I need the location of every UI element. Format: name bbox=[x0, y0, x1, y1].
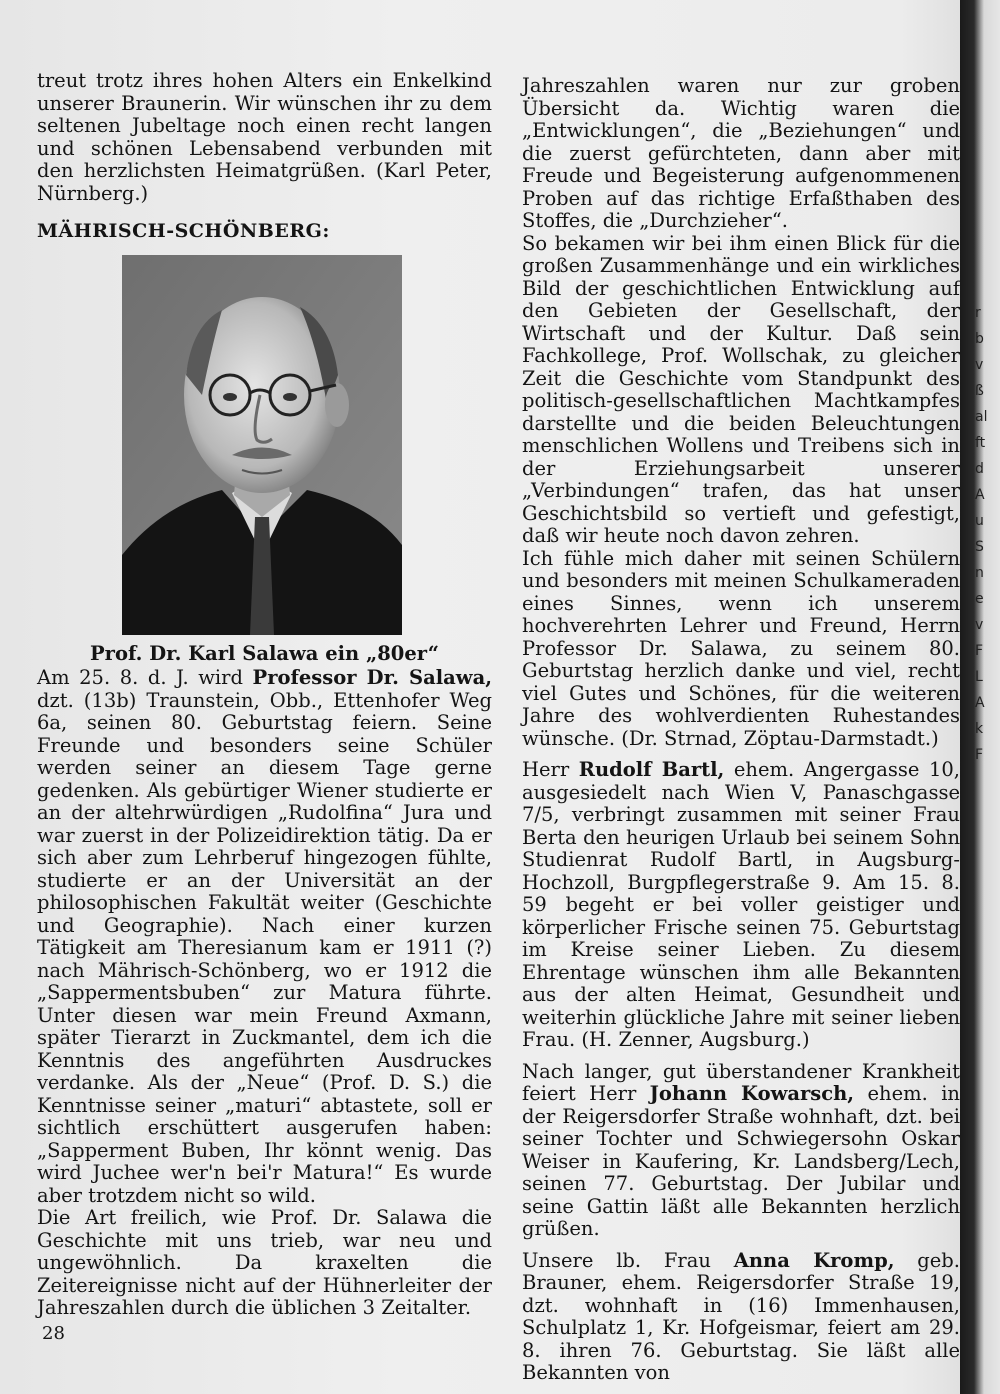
portrait-photo bbox=[122, 255, 402, 635]
edge-letter: r bbox=[975, 305, 981, 321]
edge-letter: al bbox=[975, 409, 988, 425]
article-paragraph-2: Die Art freilich, wie Prof. Dr. Salawa die Geschichte mit uns trieb, war neu und ungewöhnlich. Da kraxelten die Zeitereignisse nicht auf der Hühnerleiter der Jahreszahlen durch die üblichen 3 Zeitalter. bbox=[37, 1206, 492, 1319]
edge-letter: L bbox=[975, 669, 983, 685]
article-text: dzt. (13b) Traunstein, Obb., Ettenhofer Weg 6a, seinen 80. Geburtstag feiern. Seine Freunde und besonders seine Schüler werden seiner an diesem Tage gerne gedenken. Als gebürtiger Wiener studierte er an der altehrwürdigen „Rudolfina“ Jura und war zuerst in der Polizeidirektion tätig. Da er sich aber zum Lehrberuf hingezogen fühlte, studierte er an der Universität an der philosophischen Fakultät weiter (Geschichte und Geographie). Nach einer kurzen Tätigkeit am Theresianum kam er 1911 (?) nach Mährisch-Schönberg, wo er 1912 die „Sappermentsbuben“ zur Matura führte. Unter diesen war mein Freund Axmann, später Tierarzt in Zuckmantel, dem ich die Kenntnis des angeführten Ausdruckes verdanke. Als der „Neue“ (Prof. D. S.) die Kenntnisse seiner „maturi“ abtastete, soll er sichtlich erschüttert ausgerufen haben: „Sapperment Buben, Ihr könnt wenig. Das wird Juchee wer'n bei'r Matura!“ Es wurde aber trotzdem nicht so wild. bbox=[37, 688, 492, 1207]
notice-bartl bbox=[522, 759, 960, 1052]
left-column bbox=[37, 70, 492, 1320]
edge-letter: ft bbox=[975, 435, 986, 451]
edge-letter: F bbox=[975, 747, 984, 763]
notice-text: Herr bbox=[522, 758, 579, 781]
edge-letter: A bbox=[975, 695, 985, 711]
adjacent-page-edge bbox=[975, 300, 1000, 1000]
notice-name-bold: Johann Kowarsch, bbox=[649, 1082, 855, 1105]
edge-letter: A bbox=[975, 487, 985, 503]
edge-letter: k bbox=[975, 721, 984, 737]
notice-text: ehem. Angergasse 10, ausgesiedelt nach Wien V, Panaschgasse 7/5, verbringt zusammen mit seiner Frau Berta den heurigen Urlaub bei seinem Sohn Studienrat Rudolf Bartl, in Augsburg-Hochzoll, Burgpflegerstraße 9. Am 15. 8. 59 begeht er bei voller geistiger und körperlicher Frische seinen 75. Geburtstag im Kreise seiner Lieben. Zu diesem Ehrentage wünschen ihm alle Bekannten aus der alten Heimat, Gesundheit und weiterhin glückliche Jahre mit seiner lieben Frau. (H. Zenner, Augsburg.) bbox=[522, 758, 960, 1051]
notice-text: Nach langer, gut überstandener Krankheit feiert Herr bbox=[522, 1059, 960, 1105]
photo-caption: Prof. Dr. Karl Salawa ein „80er“ bbox=[90, 641, 439, 665]
edge-letter: e bbox=[975, 591, 984, 607]
right-column bbox=[522, 75, 960, 1385]
edge-letter: n bbox=[975, 565, 984, 581]
right-paragraph-1: Jahreszahlen waren nur zur groben Übersicht da. Wichtig waren die „Entwicklungen“, die „Beziehungen“ und die zuerst gefürchteten, dann aber mit Freude und Begeisterung aufgenommenen Proben auf das richtige Erfaßthaben des Stoffes, die „Durchzieher“. bbox=[522, 74, 960, 232]
right-paragraph-3: Ich fühle mich daher mit seinen Schülern und besonders mit meinen Schulkameraden eines Sinnes, wenn ich unserem hochverehrten Lehrer und Freund, Herrn Professor Dr. Salawa, zu seinem 80. Geburtstag herzlich danke und viel, recht viel Gutes und Schönes, für die weiteren Jahre des wohlverdienten Ruhestandes wünsche. (Dr. Strnad, Zöptau-Darmstadt.) bbox=[522, 546, 960, 750]
edge-letter: v bbox=[975, 617, 984, 633]
notice-name-bold: Rudolf Bartl, bbox=[578, 758, 725, 781]
edge-letter: v bbox=[975, 357, 984, 373]
notice-kowarsch bbox=[522, 1061, 960, 1241]
article-name-bold: Professor Dr. Salawa, bbox=[252, 666, 492, 689]
edge-letter: b bbox=[975, 331, 984, 347]
article-text: Am 25. 8. d. J. wird bbox=[37, 666, 253, 689]
notice-text: ehem. in der Reigersdorfer Straße wohnhaft, dzt. bei seiner Tochter und Schwiegersohn Oskar Weiser in Kaufering, Kr. Landsberg/Lech, seinen 77. Geburtstag. Der Jubilar und seine Gattin läßt alle Bekannten herzlich grüßen. bbox=[522, 1082, 960, 1240]
notice-name-bold: Anna Kromp, bbox=[733, 1248, 895, 1272]
notice-text: geb. Brauner, ehem. Reigersdorfer Straße 19, dzt. wohnhaft in (16) Immenhausen, Schulplatz 1, Kr. Hofgeismar, feiert am 29. 8. ihren 76. Geburtstag. Sie läßt alle Bekannten von bbox=[522, 1248, 960, 1384]
edge-letter: S bbox=[975, 539, 984, 555]
section-heading: MÄHRISCH-SCHÖNBERG: bbox=[37, 220, 330, 242]
intro-paragraph: treut trotz ihres hohen Alters ein Enkelkind unserer Braunerin. Wir wünschen ihr zu dem seltenen Jubeltage noch einen recht langen und schönen Lebensabend verbunden mit den herzlichsten Heimatgrüßen. (Karl Peter, Nürnberg.) bbox=[37, 69, 492, 205]
edge-letter: d bbox=[975, 461, 984, 477]
edge-letter: ß bbox=[975, 383, 984, 399]
article-paragraph-1 bbox=[37, 667, 492, 1207]
right-paragraph-2: So bekamen wir bei ihm einen Blick für die großen Zusammenhänge und ein wirkliches Bild der geschichtlichen Entwicklung auf den Gebieten der Gesellschaft, der Wirtschaft und der Kultur. Daß sein Fachkollege, Prof. Wollschak, zu gleicher Zeit die Geschichte vom Standpunkt des politisch-gesellschaftlichen Machtkampfes darstellte und die beiden Beleuchtungen menschlichen Wollens und Treibens sich in der Erziehungsarbeit unserer „Verbindungen“ trafen, das hat unser Geschichtsbild so vertieft und gefestigt, daß wir heute noch davon zehren. bbox=[522, 231, 960, 547]
page-number: 28 bbox=[42, 1323, 65, 1344]
notice-text: Unsere lb. Frau bbox=[522, 1248, 734, 1272]
edge-letter: u bbox=[975, 513, 984, 529]
notice-kromp bbox=[522, 1250, 960, 1385]
edge-letter: F bbox=[975, 643, 984, 659]
